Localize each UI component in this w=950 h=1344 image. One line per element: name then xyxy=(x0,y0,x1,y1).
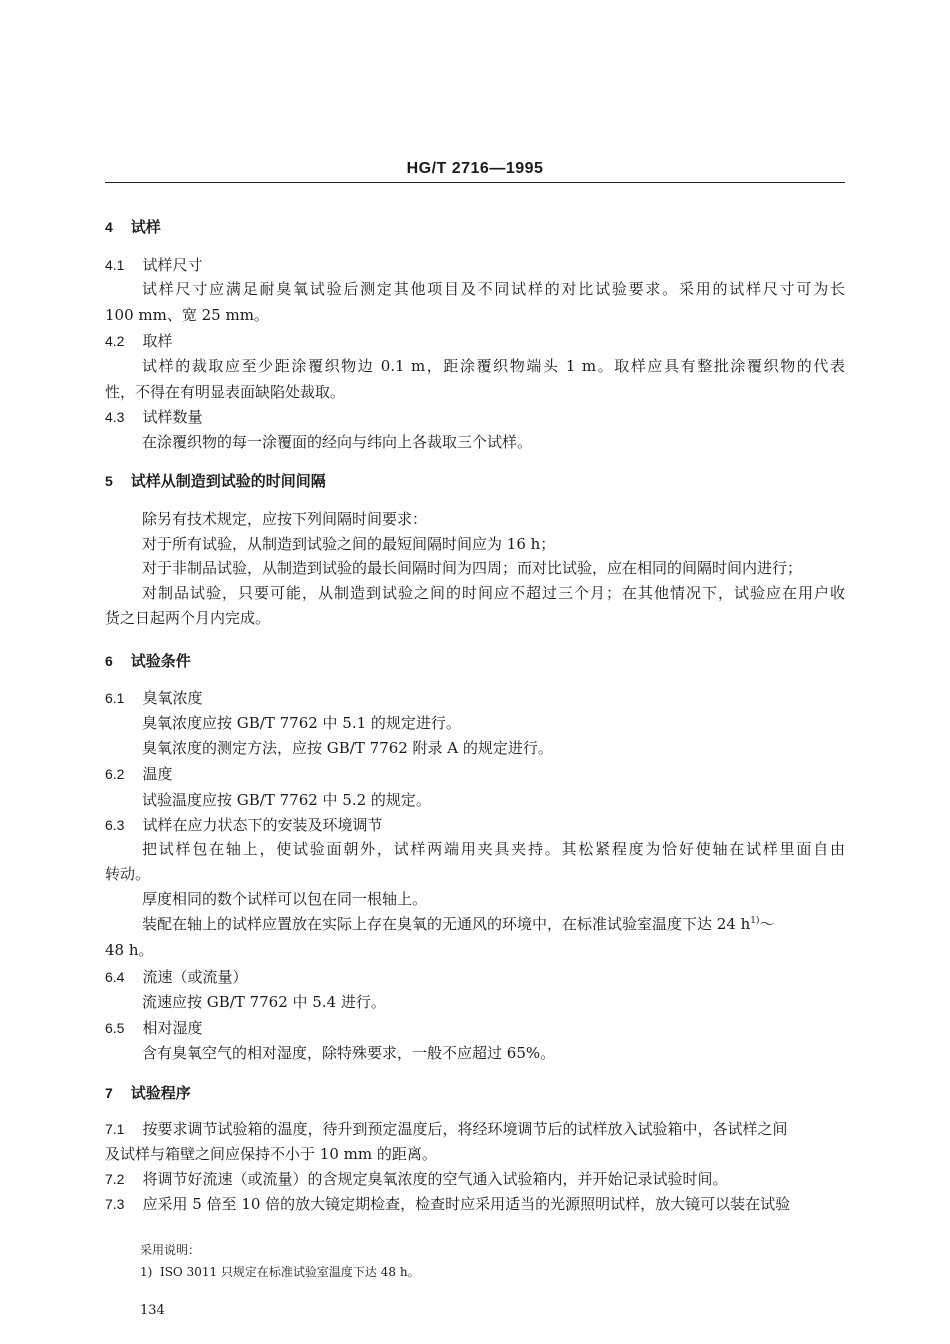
section-6-4-heading: 6.4 流速（或流量） xyxy=(105,968,248,986)
footnote-reference: 1) xyxy=(750,916,760,926)
section-4-2-paragraph-line-1: 试样的裁取应至少距涂覆织物边 0.1 m，距涂覆织物端头 1 m。取样应具有整批涂覆织物的代表 xyxy=(142,357,846,375)
section-6-3-paragraph-1-line-2: 转动。 xyxy=(105,865,151,883)
section-7-1-line-1: 7.1 按要求调节试验箱的温度，待升到预定温度后，将经环境调节后的试样放入试验箱中，各试样之间 xyxy=(105,1120,788,1138)
section-5-paragraph-3: 对于非制品试验，从制造到试验的最长间隔时间为四周；而对比试验，应在相同的间隔时间内进行； xyxy=(142,559,803,577)
section-7-2-line-1: 7.2 将调节好流速（或流量）的含规定臭氧浓度的空气通入试验箱内，并开始记录试验时间。 xyxy=(105,1170,728,1188)
standard-code-header: HG/T 2716—1995 xyxy=(406,160,544,177)
section-4-3-heading: 4.3 试样数量 xyxy=(105,408,203,426)
section-7-1-line-2: 及试样与箱壁之间应保持不小于 10 mm 的距离。 xyxy=(105,1145,437,1163)
section-4-1-heading: 4.1 试样尺寸 xyxy=(105,256,203,274)
section-7-heading: 7 试验程序 xyxy=(105,1084,191,1102)
section-5-paragraph-4-line-2: 货之日起两个月内完成。 xyxy=(105,609,271,627)
section-6-3-paragraph-3-line-2: 48 h。 xyxy=(105,941,154,959)
section-4-2-paragraph-line-2: 性，不得在有明显表面缺陷处裁取。 xyxy=(105,383,346,401)
footnote-title: 采用说明： xyxy=(140,1243,201,1257)
section-6-heading: 6 试验条件 xyxy=(105,652,191,670)
section-6-3-paragraph-3-line-1: 装配在轴上的试样应置放在实际上存在臭氧的无通风的环境中，在标准试验室温度下达 24 $h^{1)}\sim$ xyxy=(142,915,775,933)
footnote-number: 1) xyxy=(140,1265,153,1279)
section-6-3-paragraph-2: 厚度相同的数个试样可以包在同一根轴上。 xyxy=(142,890,428,908)
section-6-5-heading: 6.5 相对湿度 xyxy=(105,1019,203,1037)
section-7-3-line-1: 7.3 应采用 5 倍至 10 倍的放大镜定期检查，检查时应采用适当的光源照明试样，放大镜可以装在试验 xyxy=(105,1195,791,1213)
section-6-3-paragraph-1-line-1: 把试样包在轴上，使试验面朝外，试样两端用夹具夹持。其松紧程度为恰好使轴在试样里面自由 xyxy=(142,840,845,858)
section-4-1-paragraph-line-1: 试样尺寸应满足耐臭氧试验后测定其他项目及不同试样的对比试验要求。采用的试样尺寸可为长 xyxy=(142,280,845,298)
section-6-3-heading: 6.3 试样在应力状态下的安装及环境调节 xyxy=(105,816,383,834)
section-4-3-paragraph: 在涂覆织物的每一涂覆面的经向与纬向上各裁取三个试样。 xyxy=(142,433,533,451)
section-6-1-heading: 6.1 臭氧浓度 xyxy=(105,689,203,707)
section-6-2-heading: 6.2 温度 xyxy=(105,765,173,783)
section-5-heading: 5 试样从制造到试验的时间间隔 xyxy=(105,472,326,490)
section-4-2-heading: 4.2 取样 xyxy=(105,332,173,350)
section-5-paragraph-2: 对于所有试验，从制造到试验之间的最短间隔时间应为 16 h； xyxy=(142,535,556,553)
section-6-4-paragraph: 流速应按 GB/T 7762 中 5.4 进行。 xyxy=(142,993,386,1011)
section-6-2-paragraph: 试验温度应按 GB/T 7762 中 5.2 的规定。 xyxy=(142,791,431,809)
section-4-heading: 4 试样 xyxy=(105,218,161,236)
header-rule xyxy=(105,182,845,183)
footnote-item xyxy=(140,1263,420,1280)
section-6-1-paragraph-2: 臭氧浓度的测定方法，应按 GB/T 7762 附录 A 的规定进行。 xyxy=(142,739,553,757)
page-number: 134 xyxy=(140,1303,165,1318)
section-6-5-paragraph: 含有臭氧空气的相对湿度，除特殊要求，一般不应超过 65%。 xyxy=(142,1044,556,1062)
section-4-1-paragraph-line-2: 100 mm、宽 25 mm。 xyxy=(105,306,269,324)
footnote-text: ISO 3011 只规定在标准试验室温度下达 48 h。 xyxy=(159,1265,420,1279)
section-5-paragraph-1: 除另有技术规定，应按下列间隔时间要求： xyxy=(142,510,428,528)
section-6-1-paragraph-1: 臭氧浓度应按 GB/T 7762 中 5.1 的规定进行。 xyxy=(142,714,461,732)
section-5-paragraph-4-line-1: 对制品试验，只要可能，从制造到试验之间的时间应不超过三个月；在其他情况下，试验应在用户收 xyxy=(142,584,845,602)
